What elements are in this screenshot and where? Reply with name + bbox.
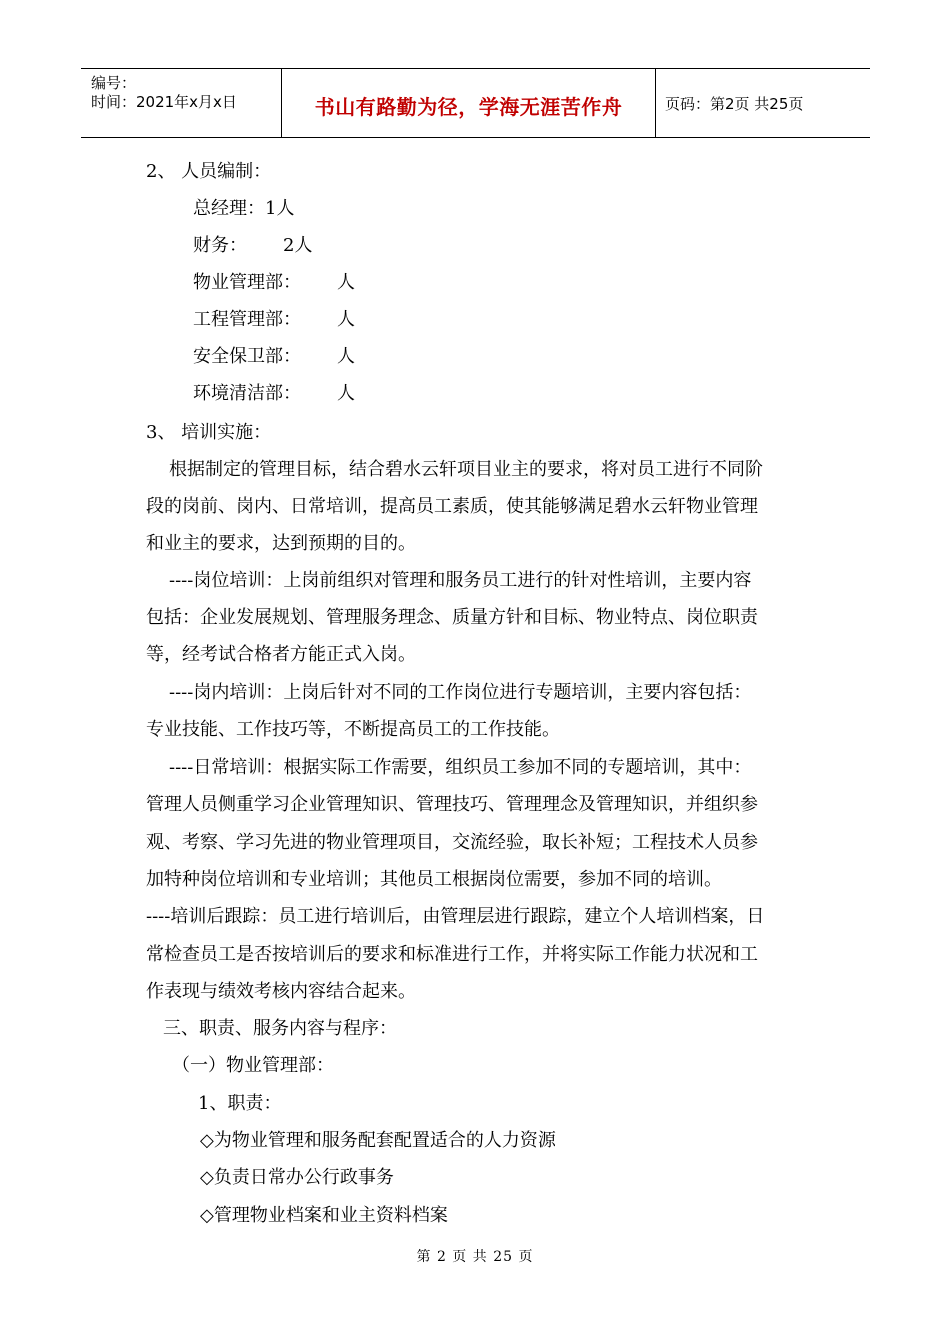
paragraph-line: 管理人员侧重学习企业管理知识、管理技巧、管理理念及管理知识，并组织参 xyxy=(146,794,758,815)
staffing-item-value: 1人 xyxy=(265,198,295,219)
paragraph-line: 段的岗前、岗内、日常培训，提高员工素质，使其能够满足碧水云轩物业管理 xyxy=(146,496,758,517)
staffing-item-value: 人 xyxy=(337,346,355,367)
section-heading: 三、职责、服务内容与程序： xyxy=(163,1018,397,1039)
header-motto: 书山有路勤为径，学海无涯苦作舟 xyxy=(314,95,623,119)
staffing-item-label: 总经理： xyxy=(193,198,265,219)
staffing-item-label: 物业管理部： xyxy=(193,272,301,293)
staffing-item xyxy=(193,234,312,258)
staffing-item-value: 人 xyxy=(337,272,355,293)
staffing-item xyxy=(193,308,355,332)
paragraph-line: 包括：企业发展规划、管理服务理念、质量方针和目标、物业特点、岗位职责 xyxy=(146,607,758,628)
staffing-item-value: 人 xyxy=(337,383,355,404)
paragraph-line: 根据制定的管理目标，结合碧水云轩项目业主的要求，将对员工进行不同阶 xyxy=(169,459,763,480)
paragraph-line: ----培训后跟踪：员工进行培训后，由管理层进行跟踪，建立个人培训档案，日 xyxy=(146,906,765,927)
document-number-label: 编号： xyxy=(91,74,137,92)
paragraph-line: 等，经考试合格者方能正式入岗。 xyxy=(146,644,416,665)
paragraph-line: 作表现与绩效考核内容结合起来。 xyxy=(146,981,416,1002)
staffing-heading: 2、 人员编制： xyxy=(146,161,272,182)
paragraph-line: ----日常培训：根据实际工作需要，组织员工参加不同的专题培训，其中： xyxy=(169,757,752,778)
staffing-item-value: 人 xyxy=(337,309,355,330)
paragraph-line: 常检查员工是否按培训后的要求和标准进行工作，并将实际工作能力状况和工 xyxy=(146,944,758,965)
paragraph-line: ----岗位培训：上岗前组织对管理和服务员工进行的针对性培训，主要内容 xyxy=(169,570,752,591)
duty-item: ◇为物业管理和服务配套配置适合的人力资源 xyxy=(200,1130,556,1151)
training-heading: 3、 培训实施： xyxy=(146,422,272,443)
staffing-item-value: 2人 xyxy=(283,235,313,256)
duty-item: ◇管理物业档案和业主资料档案 xyxy=(200,1205,448,1226)
paragraph-line: 专业技能、工作技巧等，不断提高员工的工作技能。 xyxy=(146,719,560,740)
document-time-label: 时间：2021年x月x日 xyxy=(91,93,237,111)
staffing-item xyxy=(193,197,294,221)
duty-heading: 1、职责： xyxy=(198,1093,282,1114)
staffing-item-label: 环境清洁部： xyxy=(193,383,301,404)
page-header xyxy=(81,68,870,138)
paragraph-line: 观、考察、学习先进的物业管理项目，交流经验，取长补短；工程技术人员参 xyxy=(146,832,758,853)
paragraph-line: 加特种岗位培训和专业培训；其他员工根据岗位需要，参加不同的培训。 xyxy=(146,869,722,890)
staffing-item-label: 工程管理部： xyxy=(193,309,301,330)
subsection-heading: （一）物业管理部： xyxy=(172,1055,334,1076)
header-page-number: 页码：第2页 共25页 xyxy=(665,95,804,113)
staffing-item xyxy=(193,345,355,369)
header-page-cell xyxy=(655,69,870,137)
header-left-cell xyxy=(81,69,281,137)
staffing-item-label: 财务： xyxy=(193,235,247,256)
duty-item: ◇负责日常办公行政事务 xyxy=(200,1167,394,1188)
header-motto-cell xyxy=(281,69,656,137)
paragraph-line: 和业主的要求，达到预期的目的。 xyxy=(146,533,416,554)
paragraph-line: ----岗内培训：上岗后针对不同的工作岗位进行专题培训，主要内容包括： xyxy=(169,682,752,703)
staffing-item xyxy=(193,271,355,295)
staffing-item-label: 安全保卫部： xyxy=(193,346,301,367)
staffing-item xyxy=(193,382,355,406)
page-footer: 第 2 页 共 25 页 xyxy=(416,1249,534,1265)
